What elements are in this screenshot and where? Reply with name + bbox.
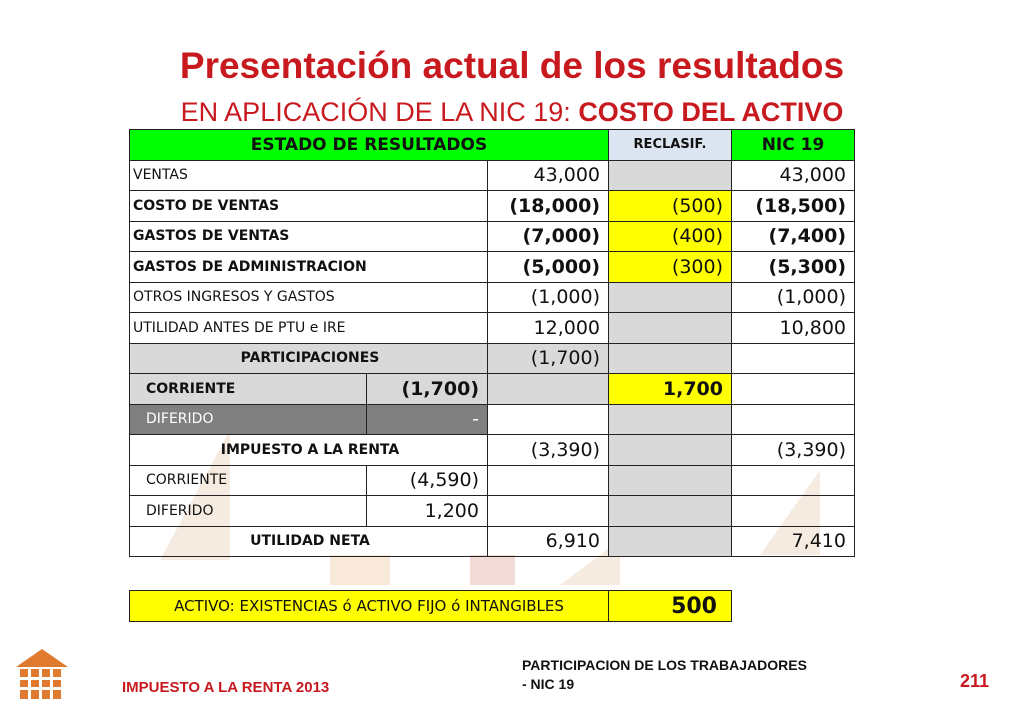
row-nic: [732, 374, 855, 405]
table-row: [130, 282, 855, 313]
footer-section-line2: - NIC 19: [522, 676, 575, 692]
table-header-row: [130, 130, 855, 161]
row-value: [488, 496, 609, 527]
income-statement-table: [129, 129, 855, 557]
row-label: VENTAS: [130, 160, 488, 191]
table-row: [130, 374, 855, 405]
row-value: (5,000): [488, 252, 609, 283]
row-nic: [732, 343, 855, 374]
row-reclasif: [609, 343, 732, 374]
row-reclasif: [609, 313, 732, 344]
row-nic: (5,300): [732, 252, 855, 283]
footer-title: IMPUESTO A LA RENTA 2013: [122, 679, 330, 696]
row-label: GASTOS DE ADMINISTRACION: [130, 252, 488, 283]
row-value: 12,000: [488, 313, 609, 344]
table-row: [130, 496, 855, 527]
row-value: 43,000: [488, 160, 609, 191]
row-reclasif: [609, 496, 732, 527]
row-nic: (18,500): [732, 191, 855, 222]
table-row: [130, 343, 855, 374]
row-value: (18,000): [488, 191, 609, 222]
row-value: 6,910: [488, 526, 609, 557]
row-reclasif: (400): [609, 221, 732, 252]
row-reclasif: [609, 404, 732, 435]
row-label: CORRIENTE: [130, 374, 367, 405]
row-label: COSTO DE VENTAS: [130, 191, 488, 222]
activo-table: [129, 590, 732, 622]
row-reclasif: 1,700: [609, 374, 732, 405]
row-sub: 1,200: [367, 496, 488, 527]
row-reclasif: [609, 435, 732, 466]
row-label: PARTICIPACIONES: [130, 343, 488, 374]
row-nic: 43,000: [732, 160, 855, 191]
table-row: [130, 404, 855, 435]
row-nic: 7,410: [732, 526, 855, 557]
row-sub: (1,700): [367, 374, 488, 405]
table-row: [130, 465, 855, 496]
row-value: (1,000): [488, 282, 609, 313]
row-value: [488, 465, 609, 496]
row-reclasif: [609, 160, 732, 191]
header-nic19: NIC 19: [732, 130, 855, 161]
row-label: UTILIDAD ANTES DE PTU e IRE: [130, 313, 488, 344]
table-row: [130, 221, 855, 252]
table-row: [130, 435, 855, 466]
row-value: (1,700): [488, 343, 609, 374]
row-nic: [732, 465, 855, 496]
row-nic: (1,000): [732, 282, 855, 313]
page-number: 211: [960, 671, 990, 691]
activo-value: 500: [609, 591, 732, 622]
table-row: [130, 191, 855, 222]
table-row: [130, 526, 855, 557]
row-nic: [732, 404, 855, 435]
row-value: (7,000): [488, 221, 609, 252]
row-value: [488, 374, 609, 405]
row-nic: [732, 496, 855, 527]
row-reclasif: [609, 526, 732, 557]
row-label: OTROS INGRESOS Y GASTOS: [130, 282, 488, 313]
subtitle-bold: COSTO DEL ACTIVO: [578, 97, 844, 127]
row-value: [488, 404, 609, 435]
row-sub: (4,590): [367, 465, 488, 496]
footer-section-line1: PARTICIPACION DE LOS TRABAJADORES: [522, 657, 807, 673]
row-label: GASTOS DE VENTAS: [130, 221, 488, 252]
activo-label: ACTIVO: EXISTENCIAS ó ACTIVO FIJO ó INTANGIBLES: [130, 591, 609, 622]
row-reclasif: [609, 465, 732, 496]
row-label: DIFERIDO: [130, 404, 367, 435]
row-nic: (7,400): [732, 221, 855, 252]
row-nic: (3,390): [732, 435, 855, 466]
row-label: CORRIENTE: [130, 465, 367, 496]
table-row: [130, 313, 855, 344]
row-label: IMPUESTO A LA RENTA: [130, 435, 488, 466]
page-subtitle: [0, 96, 1024, 128]
row-label: UTILIDAD NETA: [130, 526, 488, 557]
row-nic: 10,800: [732, 313, 855, 344]
row-value: (3,390): [488, 435, 609, 466]
row-reclasif: (300): [609, 252, 732, 283]
table-row: [130, 252, 855, 283]
header-reclasif: RECLASIF.: [609, 130, 732, 161]
row-label: DIFERIDO: [130, 496, 367, 527]
company-logo: [14, 647, 70, 703]
footer-section: [522, 656, 807, 694]
row-sub: -: [367, 404, 488, 435]
header-estado: ESTADO DE RESULTADOS: [130, 130, 609, 161]
subtitle-plain: EN APLICACIÓN DE LA NIC 19:: [180, 97, 579, 127]
row-reclasif: [609, 282, 732, 313]
page-title: Presentación actual de los resultados: [179, 45, 845, 86]
row-reclasif: (500): [609, 191, 732, 222]
table-row: [130, 160, 855, 191]
